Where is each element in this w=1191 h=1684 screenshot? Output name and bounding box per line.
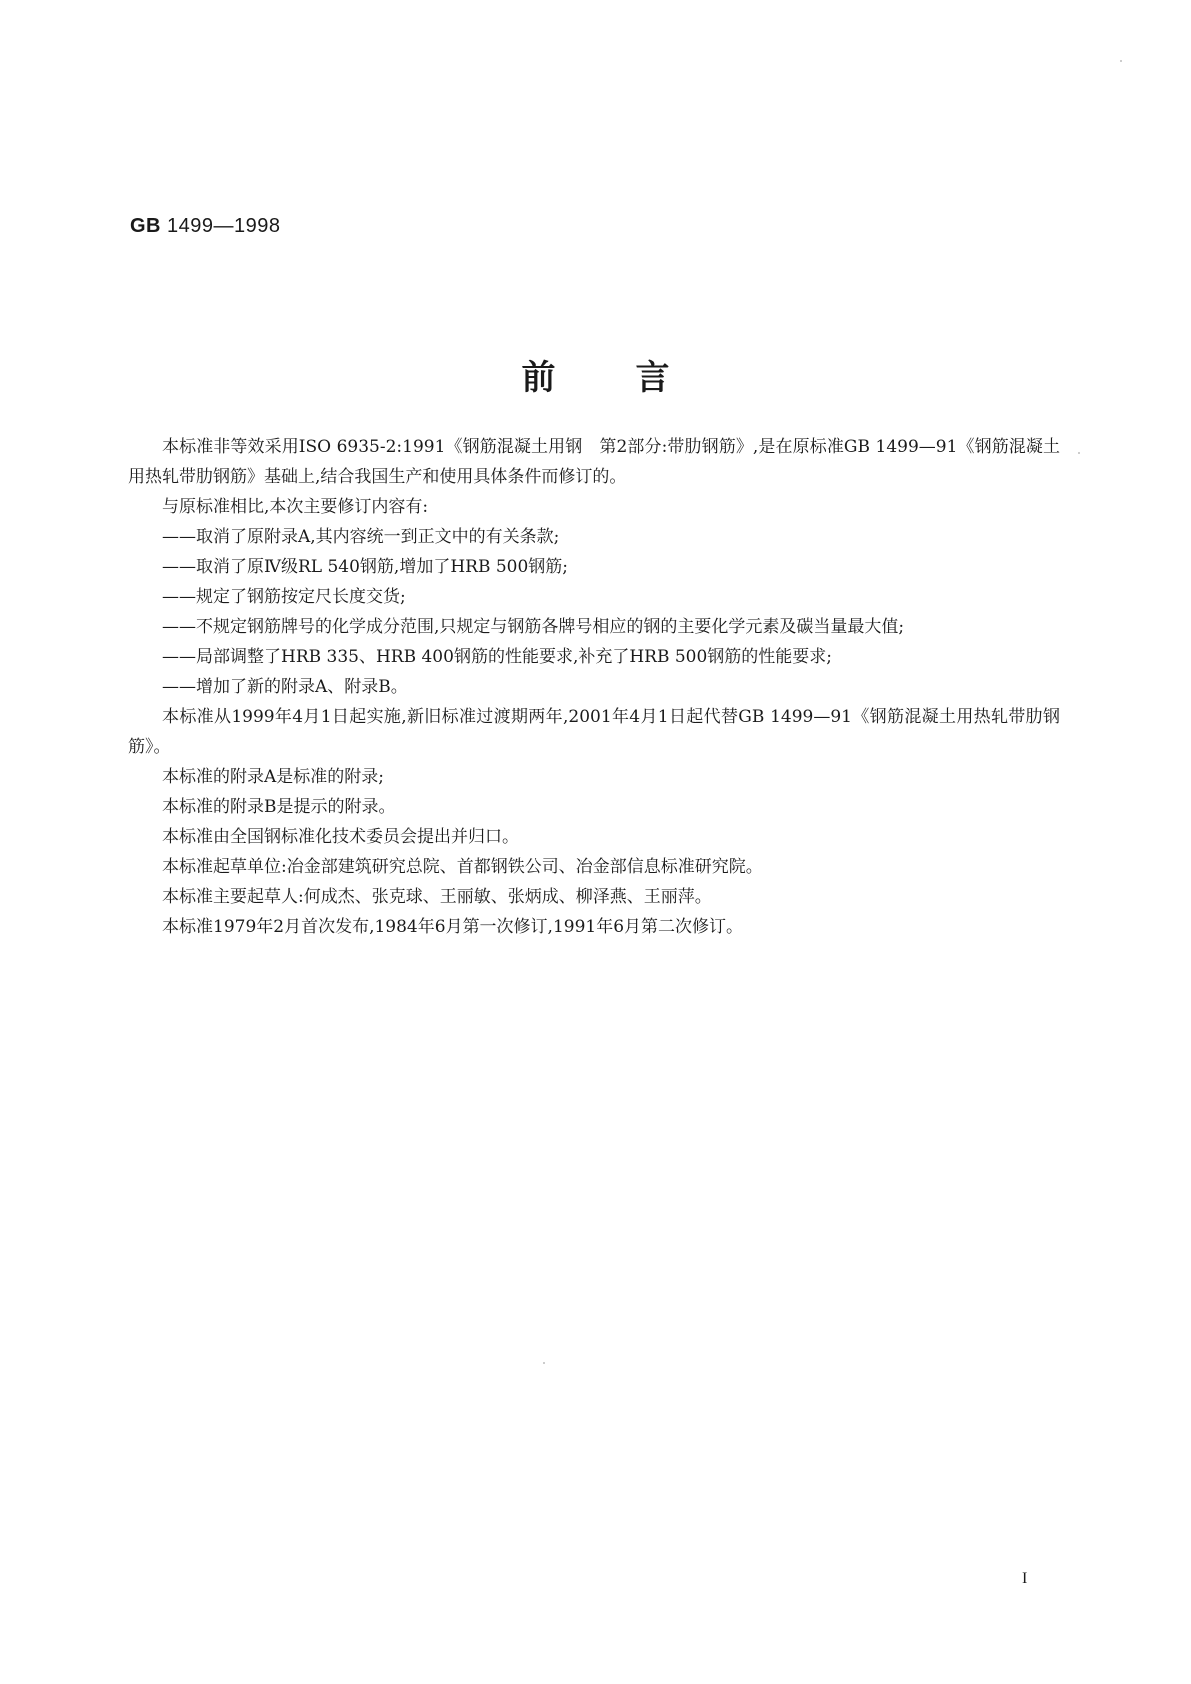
revision-item: ——取消了原Ⅳ级RL 540钢筋,增加了HRB 500钢筋; [162, 557, 569, 577]
revision-item: ——增加了新的附录A、附录B。 [162, 677, 408, 697]
paragraph-revision-intro: 与原标准相比,本次主要修订内容有: [162, 497, 429, 517]
paragraph-history: 本标准1979年2月首次发布,1984年6月第一次修订,1991年6月第二次修订。 [162, 917, 744, 937]
scan-speck [1078, 452, 1080, 454]
paragraph-proposer: 本标准由全国钢标准化技术委员会提出并归口。 [162, 827, 519, 847]
revision-item: ——不规定钢筋牌号的化学成分范围,只规定与钢筋各牌号相应的钢的主要化学元素及碳当量最大值; [162, 617, 905, 637]
paragraph-drafters: 本标准主要起草人:何成杰、张克球、王丽敏、张炳成、柳泽燕、王丽萍。 [162, 887, 712, 907]
revision-item: ——局部调整了HRB 335、HRB 400钢筋的性能要求,补充了HRB 500钢筋的性能要求; [162, 647, 833, 667]
paragraph-appendix-a: 本标准的附录A是标准的附录; [162, 767, 385, 787]
paragraph-drafting-units: 本标准起草单位:冶金部建筑研究总院、首都钢铁公司、冶金部信息标准研究院。 [162, 857, 763, 877]
scan-speck [1120, 60, 1122, 62]
revision-item: ——取消了原附录A,其内容统一到正文中的有关条款; [162, 527, 560, 547]
page-title: 前言 [521, 358, 750, 398]
standard-prefix: GB [130, 215, 161, 237]
paragraph-effective-date: 本标准从1999年4月1日起实施,新旧标准过渡期两年,2001年4月1日起代替GB 1499—91《钢筋混凝土用热轧带肋钢筋》。 [128, 707, 1060, 757]
standard-code-header [130, 213, 280, 238]
paragraph-appendix-b: 本标准的附录B是提示的附录。 [162, 797, 396, 817]
standard-number: 1499—1998 [167, 215, 281, 237]
paragraph-adoption: 本标准非等效采用ISO 6935-2:1991《钢筋混凝土用钢 第2部分:带肋钢筋》,是在原标准GB 1499—91《钢筋混凝土用热轧带肋钢筋》基础上,结合我国生产和使用具体条件而修订的。 [128, 437, 1060, 487]
scan-speck [543, 1362, 545, 1364]
foreword-body [128, 432, 1060, 942]
page-number: I [1022, 1570, 1028, 1587]
revision-item: ——规定了钢筋按定尺长度交货; [162, 587, 406, 607]
